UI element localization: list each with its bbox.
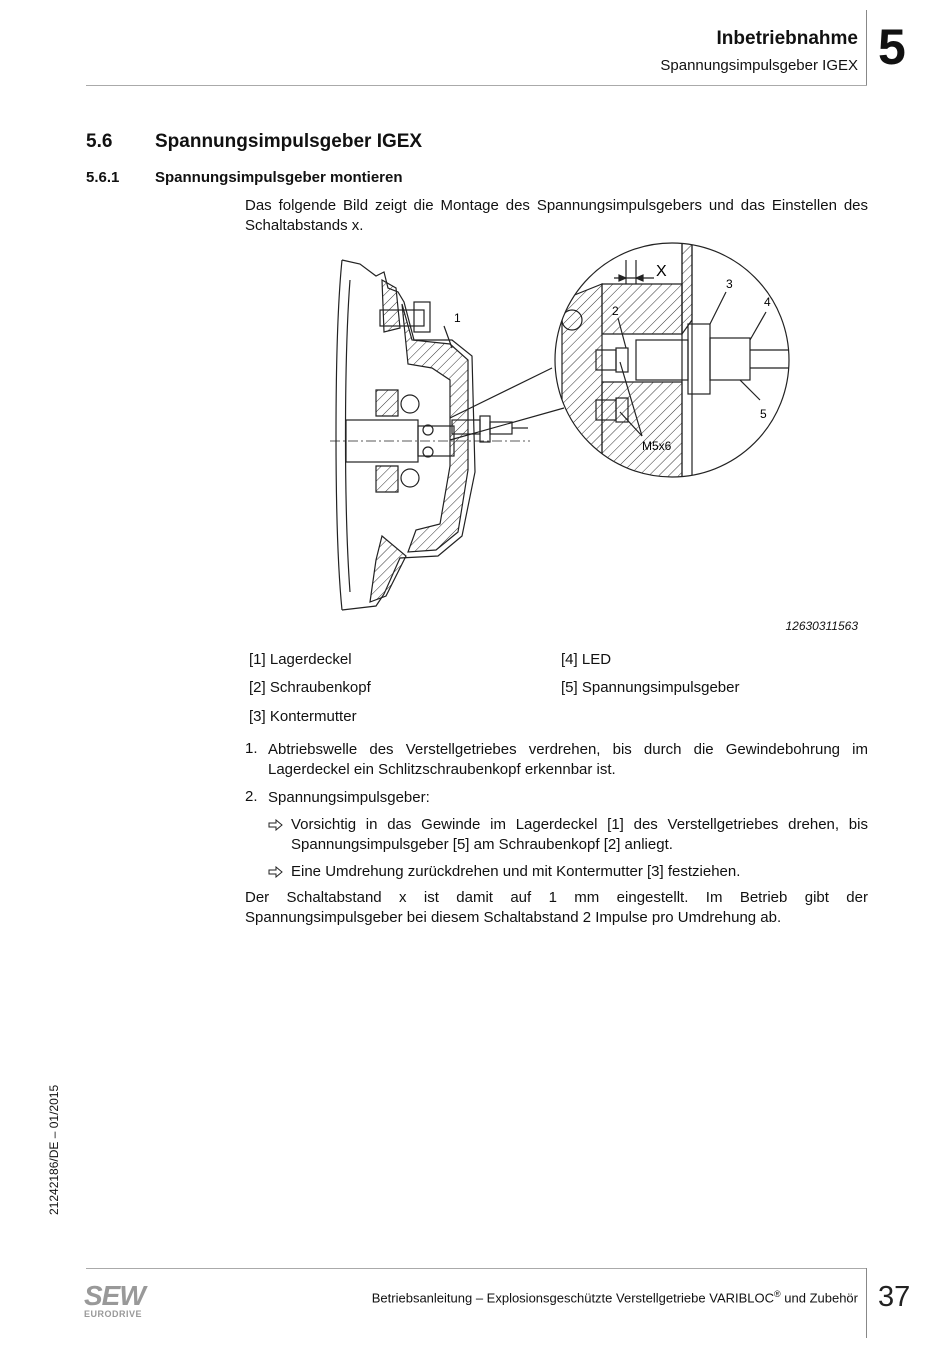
footer-text bbox=[372, 1289, 858, 1305]
callout-5: 5 bbox=[760, 407, 767, 421]
legend-label: Schraubenkopf bbox=[269, 679, 371, 696]
callout-3: 3 bbox=[726, 277, 733, 291]
legend-label: Kontermutter bbox=[269, 708, 357, 725]
registered-mark: ® bbox=[774, 1289, 781, 1299]
legend-label: Lagerdeckel bbox=[269, 651, 352, 668]
legend-item-2 bbox=[249, 679, 371, 696]
page-number: 37 bbox=[878, 1281, 911, 1313]
callout-2: 2 bbox=[612, 304, 619, 318]
assembly-drawing-svg bbox=[320, 240, 800, 615]
footer-divider-horizontal bbox=[86, 1268, 867, 1269]
legend-label: Spannungsimpulsgeber bbox=[581, 679, 740, 696]
legend-key: [3] bbox=[249, 708, 266, 725]
callout-4: 4 bbox=[764, 295, 771, 309]
legend-item-1 bbox=[249, 651, 352, 668]
sew-eurodrive-logo bbox=[84, 1280, 154, 1319]
header-subtitle: Spannungsimpulsgeber IGEX bbox=[660, 57, 858, 74]
callout-m5x6: M5x6 bbox=[642, 439, 672, 453]
step-text-2: Spannungsimpulsgeber: bbox=[268, 789, 430, 806]
legend-key: [5] bbox=[561, 679, 578, 696]
header-divider-horizontal bbox=[86, 85, 867, 86]
logo-bottom-text: EURODRIVE bbox=[84, 1309, 143, 1319]
callout-1: 1 bbox=[454, 311, 461, 325]
legend-item-4 bbox=[561, 651, 611, 668]
header-title: Inbetriebnahme bbox=[716, 28, 858, 49]
subsection-heading bbox=[86, 169, 403, 186]
legend-key: [4] bbox=[561, 651, 578, 668]
step-text-1: Abtriebswelle des Verstellgetriebes verdrehen, bis durch die Gewindebohrung im Lagerdeckel ein Schlitzschraubenkopf erkennbar ist. bbox=[268, 741, 868, 778]
logo-top-text: SEW bbox=[84, 1280, 145, 1311]
substep-text-1: Vorsichtig in das Gewinde im Lagerdeckel [1] des Verstellgetriebes drehen, bis Spannungsimpulsgeber [5] am Schraubenkopf [2] anliegt. bbox=[291, 816, 868, 853]
legend-label: LED bbox=[581, 651, 612, 668]
subsection-number: 5.6.1 bbox=[86, 169, 120, 186]
section-heading bbox=[86, 131, 422, 153]
step-number-2: 2. bbox=[245, 788, 258, 805]
step-number-1: 1. bbox=[245, 740, 258, 757]
arrow-right-icon bbox=[268, 866, 284, 878]
section-number: 5.6 bbox=[86, 131, 113, 152]
legend-item-5 bbox=[561, 679, 739, 696]
footer-title-end: und Zubehör bbox=[780, 1290, 858, 1306]
footer-title: Betriebsanleitung – Explosionsgeschützte Verstellgetriebe VARIBLOC bbox=[371, 1290, 775, 1306]
header-divider-vertical bbox=[866, 10, 867, 86]
intro-paragraph: Das folgende Bild zeigt die Montage des Spannungsimpulsgebers und das Einstellen des Schaltabstands x. bbox=[245, 197, 868, 234]
legend-item-3 bbox=[249, 708, 357, 725]
document-code: 21242186/DE – 01/2015 bbox=[47, 1084, 61, 1215]
section-title: Spannungsimpulsgeber IGEX bbox=[155, 131, 423, 152]
legend-key: [2] bbox=[249, 679, 266, 696]
chapter-number: 5 bbox=[878, 19, 906, 75]
arrow-right-icon bbox=[268, 819, 284, 831]
closing-paragraph: Der Schaltabstand x ist damit auf 1 mm eingestellt. Im Betrieb gibt der Spannungsimpulsgeber bei diesem Schaltabstand 2 Impulse pro Umdrehung ab. bbox=[245, 889, 868, 926]
subsection-title: Spannungsimpulsgeber montieren bbox=[155, 169, 403, 186]
substep-text-2: Eine Umdrehung zurückdrehen und mit Kontermutter [3] festziehen. bbox=[291, 863, 741, 880]
assembly-drawing bbox=[320, 240, 800, 615]
callout-x: X bbox=[656, 263, 667, 280]
figure-id: 12630311563 bbox=[785, 619, 858, 633]
legend-key: [1] bbox=[249, 651, 266, 668]
footer-divider-vertical bbox=[866, 1268, 867, 1338]
